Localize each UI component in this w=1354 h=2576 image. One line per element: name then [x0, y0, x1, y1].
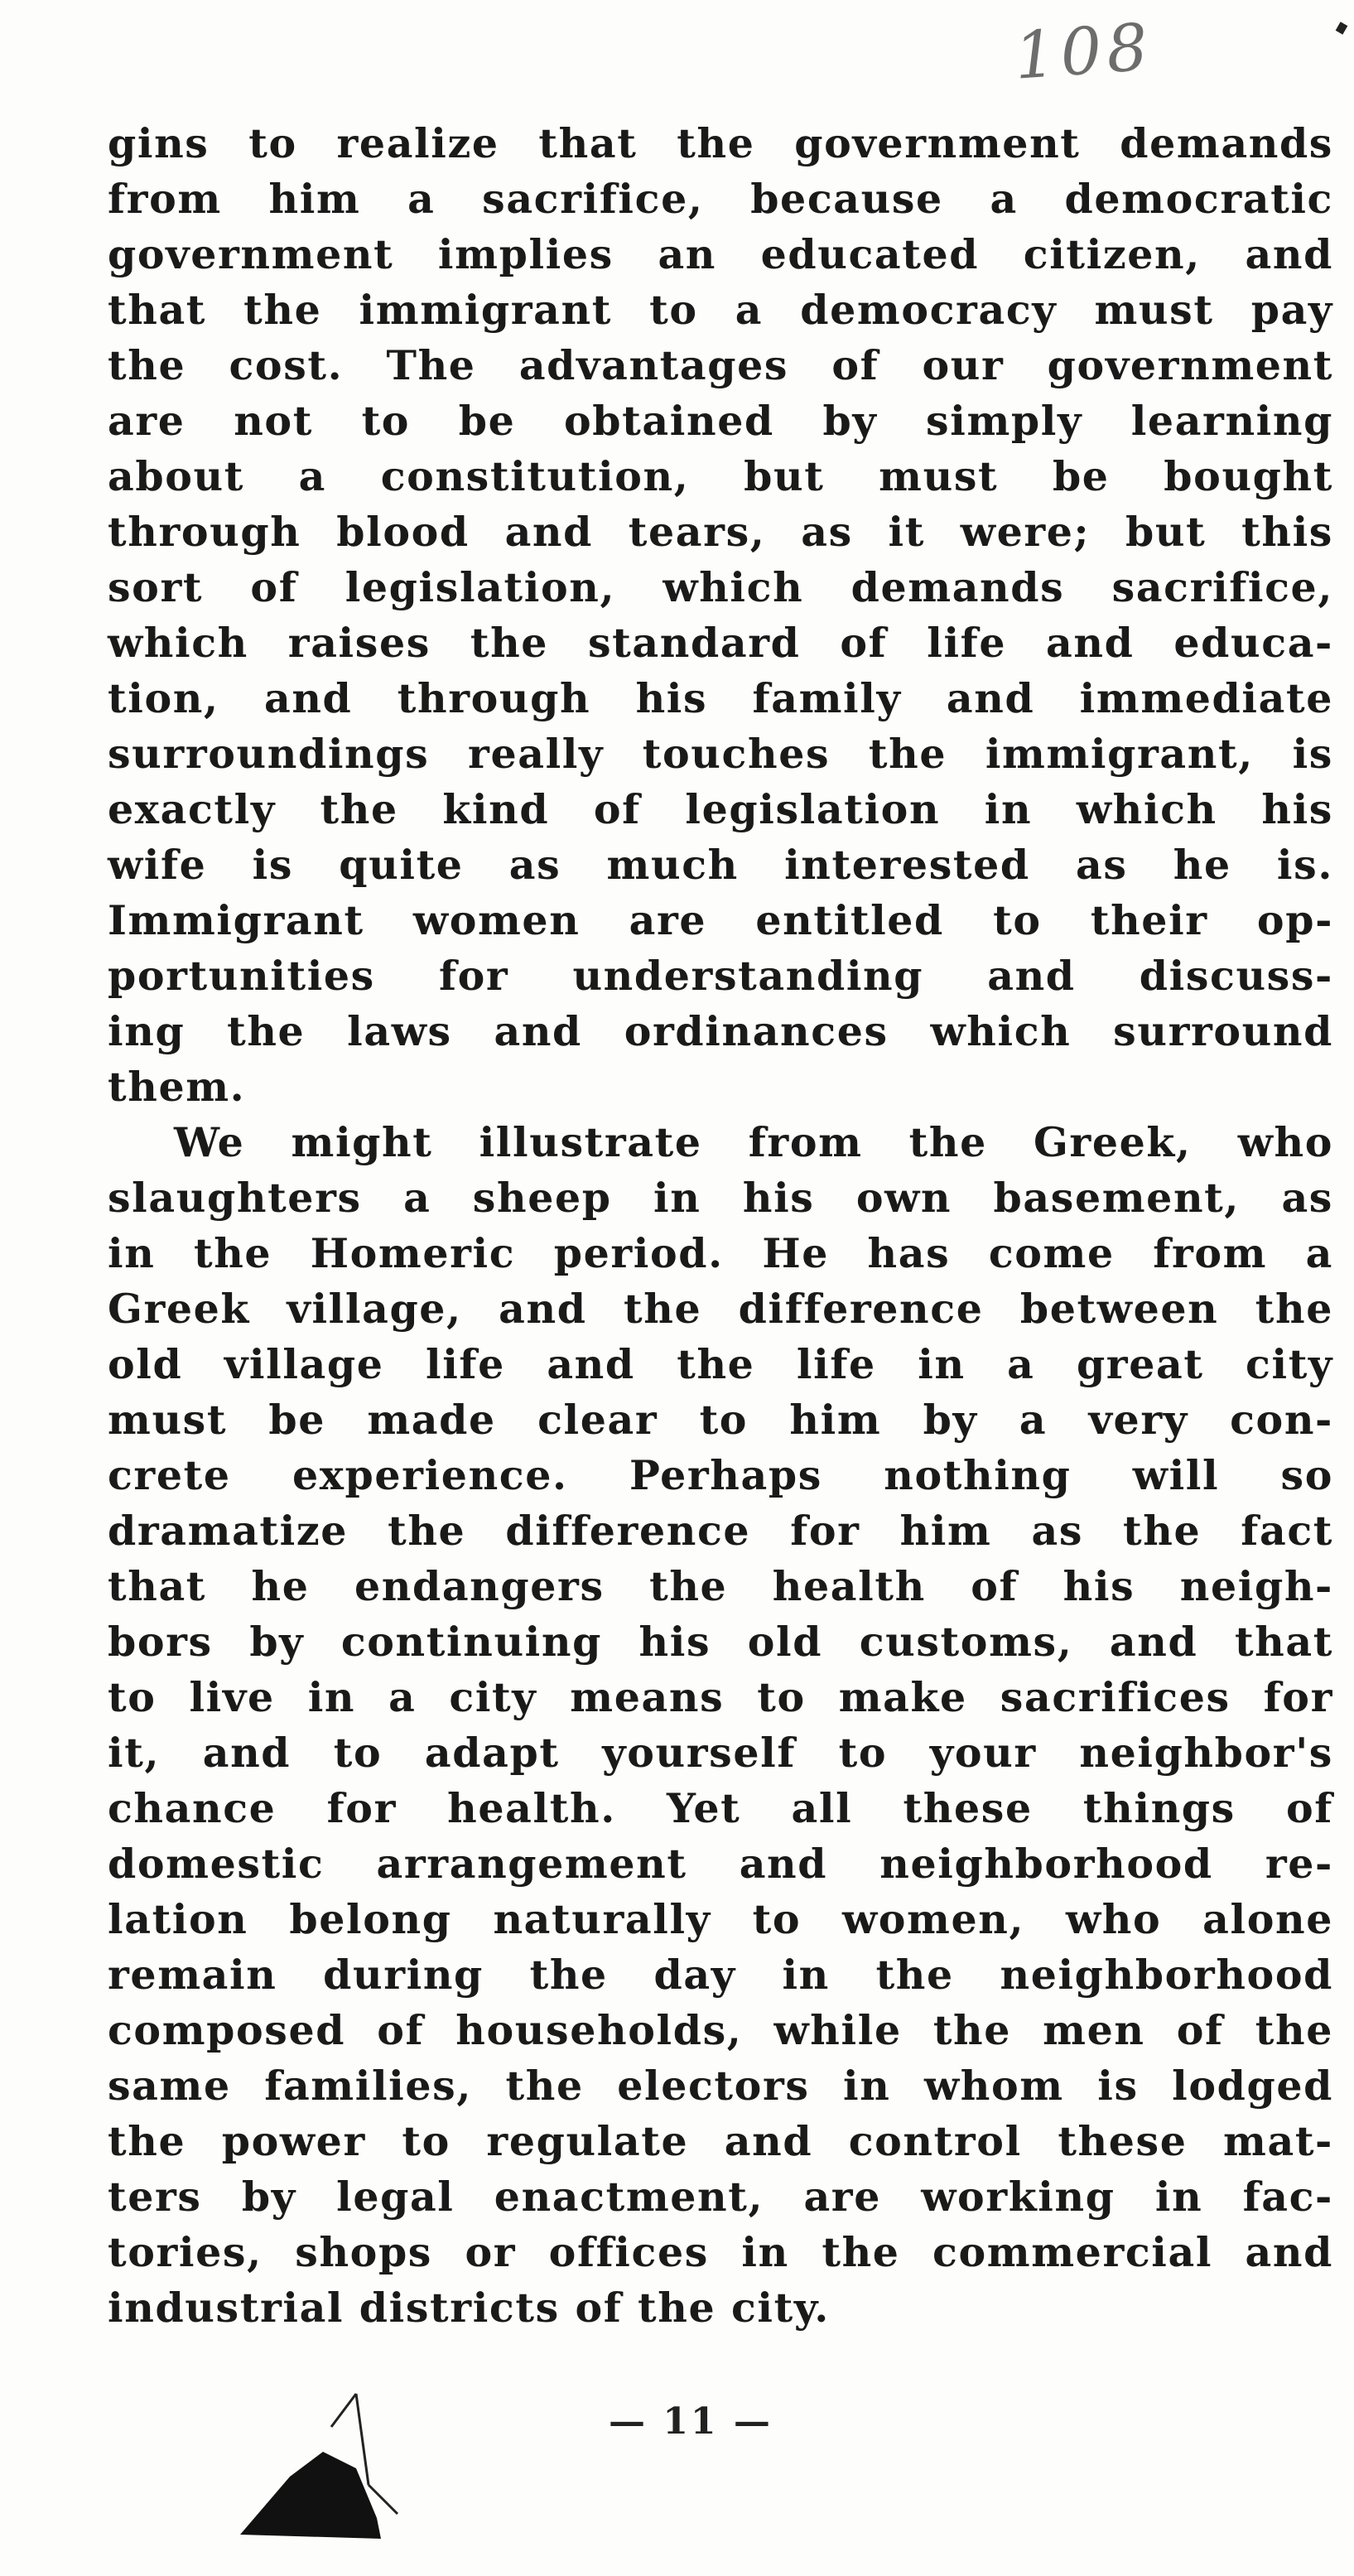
text-line: Immigrant women are entitled to their op-	[108, 896, 1333, 944]
text-line: sort of legislation, which demands sacrifice,	[108, 563, 1333, 611]
text-line: gins to realize that the government demands	[108, 119, 1333, 167]
text-line: in the Homeric period. He has come from a	[108, 1229, 1333, 1277]
text-line: tion, and through his family and immediate	[108, 674, 1333, 722]
text-line: the power to regulate and control these mat-	[108, 2117, 1333, 2165]
text-line: that he endangers the health of his neigh-	[108, 1562, 1333, 1610]
text-line: about a constitution, but must be bought	[108, 452, 1333, 500]
text-line: crete experience. Perhaps nothing will so	[108, 1451, 1333, 1499]
text-line: bors by continuing his old customs, and that	[108, 1618, 1333, 1666]
text-line: ters by legal enactment, are working in fac-	[108, 2173, 1333, 2221]
text-line: government implies an educated citizen, and	[108, 230, 1333, 278]
text-line: Greek village, and the difference between the	[108, 1285, 1333, 1333]
text-line: surroundings really touches the immigrant, is	[108, 730, 1333, 778]
text-line: ing the laws and ordinances which surround	[108, 1007, 1333, 1055]
text-line: them.	[108, 1063, 246, 1111]
text-line: to live in a city means to make sacrifices for	[108, 1673, 1333, 1721]
text-line: slaughters a sheep in his own basement, as	[108, 1174, 1333, 1222]
text-line: that the immigrant to a democracy must pay	[108, 286, 1333, 334]
text-line: through blood and tears, as it were; but this	[108, 508, 1333, 556]
text-line: We might illustrate from the Greek, who	[174, 1118, 1333, 1166]
text-line: old village life and the life in a great city	[108, 1340, 1333, 1388]
page-number: — 11 —	[609, 2400, 773, 2443]
text-line: from him a sacrifice, because a democratic	[108, 175, 1333, 223]
text-line: domestic arrangement and neighborhood re-	[108, 1840, 1333, 1888]
text-line: dramatize the difference for him as the fact	[108, 1507, 1333, 1555]
text-line: tories, shops or offices in the commercial and	[108, 2228, 1333, 2276]
text-line: must be made clear to him by a very con-	[108, 1396, 1333, 1444]
text-line: exactly the kind of legislation in which his	[108, 785, 1333, 833]
text-line: wife is quite as much interested as he is.	[108, 841, 1333, 889]
text-line: lation belong naturally to women, who alone	[108, 1895, 1333, 1943]
text-line: which raises the standard of life and educa-	[108, 619, 1333, 667]
text-line: the cost. The advantages of our government	[108, 341, 1333, 389]
text-line: industrial districts of the city.	[108, 2284, 830, 2332]
handwritten-page-annotation: 108	[1012, 10, 1155, 94]
text-line: it, and to adapt yourself to your neighbor's	[108, 1729, 1333, 1777]
text-line: chance for health. Yet all these things of	[108, 1784, 1333, 1832]
body-text	[108, 116, 1333, 2336]
corner-mark	[1336, 22, 1348, 34]
text-line: are not to be obtained by simply learning	[108, 397, 1333, 445]
ink-blot-mark	[232, 2377, 439, 2543]
text-line: same families, the electors in whom is lodged	[108, 2062, 1333, 2110]
text-line: composed of households, while the men of the	[108, 2006, 1333, 2054]
text-line: remain during the day in the neighborhood	[108, 1951, 1333, 1999]
text-line: portunities for understanding and discuss-	[108, 952, 1333, 1000]
